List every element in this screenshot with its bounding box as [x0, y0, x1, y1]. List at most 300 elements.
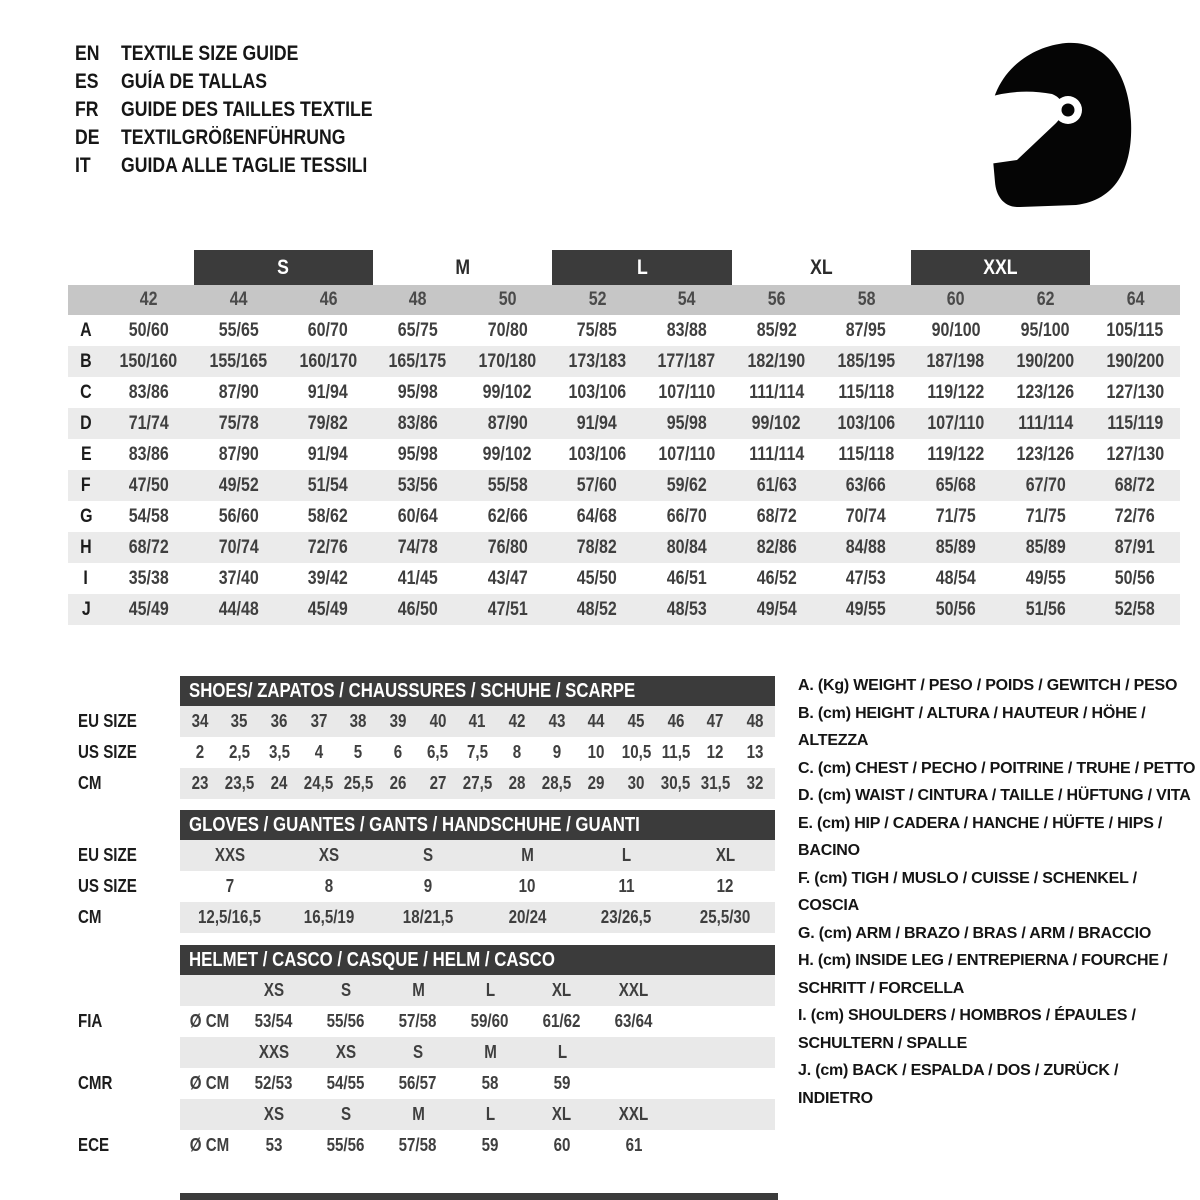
size-group-S: [194, 250, 373, 285]
helmet-size-label: [382, 975, 454, 1006]
size-value: [497, 768, 537, 799]
language-code-text: FR: [75, 98, 99, 121]
size-value: [497, 737, 537, 768]
textile-row-D: [68, 408, 1180, 439]
standard-label: [68, 1006, 180, 1037]
size-value-text: 67/70: [1025, 474, 1066, 496]
row-label: [68, 594, 104, 625]
size-value: [259, 768, 299, 799]
size-value-text: 34: [191, 711, 209, 731]
size-value: [911, 346, 1001, 377]
legend-item: I. (cm) SHOULDERS / HOMBROS / ÉPAULES / SCHULTERN / SPALLE: [798, 1007, 1136, 1052]
helmet-size-value-text: 53/54: [255, 1011, 293, 1031]
standard-label: [68, 1130, 180, 1161]
size-value: [821, 346, 911, 377]
language-code: [75, 154, 121, 178]
size-value-text: 3,5: [268, 742, 290, 762]
size-value-text: 40: [429, 711, 447, 731]
row-label: [68, 501, 104, 532]
row-label: [68, 871, 180, 902]
size-value: [911, 377, 1001, 408]
size-value: [1001, 532, 1091, 563]
helmet-size-label: [526, 1099, 598, 1130]
numeric-size-text: 62: [1036, 289, 1055, 310]
size-group-XXL-text: XXL: [983, 255, 1018, 279]
shoes-size-table: [68, 676, 775, 799]
band-spacer: [68, 285, 104, 315]
textile-row-A: [68, 315, 1180, 346]
size-value-text: 165/175: [388, 350, 447, 372]
size-value: [552, 439, 642, 470]
size-value: [1090, 439, 1180, 470]
size-value-text: 123/126: [1016, 443, 1075, 465]
shoes-row: [68, 706, 775, 737]
size-value: [458, 737, 498, 768]
size-value-text: 70/80: [487, 319, 528, 341]
helmet-size-value-text: 55/56: [327, 1135, 365, 1155]
size-value-text: XS: [318, 845, 339, 865]
size-value: [283, 501, 373, 532]
size-group-L-text: L: [636, 255, 648, 279]
title-line: [75, 40, 420, 68]
size-value-text: 44: [588, 711, 605, 731]
size-value: [911, 408, 1001, 439]
row-label-text: EU SIZE: [78, 845, 137, 865]
size-value: [180, 706, 220, 737]
size-value: [283, 377, 373, 408]
size-value: [537, 768, 577, 799]
helmet-size-label: [382, 1099, 454, 1130]
size-value-text: 26: [389, 773, 407, 793]
unit-label-text: Ø CM: [189, 1011, 229, 1031]
size-value: [373, 377, 463, 408]
numeric-size-text: 58: [857, 289, 876, 310]
row-label: [68, 408, 104, 439]
size-value-text: 44/48: [218, 598, 259, 620]
row-label-text: US SIZE: [78, 742, 137, 762]
size-value: [642, 377, 732, 408]
size-value-text: 71/75: [1025, 505, 1066, 527]
unit-label-text: Ø CM: [189, 1135, 229, 1155]
size-value: [373, 501, 463, 532]
size-value: [180, 871, 279, 902]
size-value-text: 16,5/19: [303, 907, 354, 927]
size-value-text: 11: [618, 876, 635, 896]
size-value: [537, 737, 577, 768]
row-label: [68, 768, 180, 799]
size-value: [732, 594, 822, 625]
size-value-text: 111/114: [748, 443, 805, 465]
title-line: [75, 96, 420, 124]
size-value-text: 68/72: [128, 536, 169, 558]
size-value-text: 61/63: [756, 474, 797, 496]
helmet-size-label-text: S: [340, 980, 352, 1000]
size-value-text: 31,5: [700, 773, 731, 793]
size-value: [220, 706, 260, 737]
helmet-size-label-text: XL: [552, 1104, 572, 1124]
size-value: [821, 532, 911, 563]
size-value-text: 84/88: [846, 536, 887, 558]
empty-cell: [180, 1037, 238, 1068]
helmet-size-label-text: L: [485, 980, 495, 1000]
numeric-size: [642, 285, 732, 315]
size-value-text: 107/110: [658, 443, 716, 465]
helmet-size-label-text: M: [411, 980, 425, 1000]
size-value-text: 30,5: [661, 773, 691, 793]
size-value: [418, 706, 458, 737]
size-value-text: 49/55: [1025, 567, 1066, 589]
helmet-size-label: [382, 1037, 454, 1068]
size-value: [616, 768, 656, 799]
helmet-size-value: [526, 1130, 598, 1161]
helmet-size-value: [382, 1006, 454, 1037]
language-code-text: IT: [75, 154, 91, 177]
helmet-size-label: [310, 1099, 382, 1130]
helmet-size-value-text: 59: [553, 1073, 571, 1093]
size-value: [911, 470, 1001, 501]
size-value-text: 36: [270, 711, 288, 731]
language-title-block: [75, 40, 420, 180]
size-value: [821, 439, 911, 470]
helmet-size-label: [454, 975, 526, 1006]
helmet-size-label: [454, 1037, 526, 1068]
size-value-text: 28: [508, 773, 526, 793]
size-value-text: 48/54: [935, 567, 976, 589]
row-label: [68, 737, 180, 768]
size-value: [821, 408, 911, 439]
textile-row-F: [68, 470, 1180, 501]
gloves-table-header-bar: [180, 810, 775, 840]
size-group-XXL: [911, 250, 1090, 285]
size-value-text: 49/52: [218, 474, 259, 496]
size-value-text: 79/82: [308, 412, 349, 434]
size-value-text: 74/78: [397, 536, 438, 558]
helmet-sizes-row-CMR: [68, 1037, 775, 1068]
size-value: [477, 871, 576, 902]
size-value-text: 85/89: [1025, 536, 1066, 558]
size-value: [732, 315, 822, 346]
helmet-size-label-text: S: [412, 1042, 424, 1062]
size-value: [642, 501, 732, 532]
row-label-text: J: [81, 598, 91, 620]
language-code: [75, 98, 121, 122]
size-value-text: 46/51: [666, 567, 707, 589]
size-value-text: 103/106: [837, 412, 896, 434]
size-value-text: 115/118: [838, 381, 895, 403]
empty-cell: [68, 1099, 180, 1130]
size-value-text: 58/62: [308, 505, 349, 527]
size-value: [616, 737, 656, 768]
size-value-text: 90/100: [931, 319, 981, 341]
size-value: [676, 840, 775, 871]
size-value-text: 190/200: [1016, 350, 1075, 372]
size-value: [339, 737, 379, 768]
size-value-text: 95/98: [397, 381, 438, 403]
size-value: [1001, 439, 1091, 470]
helmet-size-label: [454, 1099, 526, 1130]
helmet-size-value-text: 58: [481, 1073, 499, 1093]
helmet-size-label: [598, 1099, 670, 1130]
size-value-text: 24: [270, 773, 288, 793]
size-value: [1001, 315, 1091, 346]
size-value-text: 51/56: [1025, 598, 1066, 620]
size-value: [373, 470, 463, 501]
size-value-text: 111/114: [748, 381, 805, 403]
helmet-size-value: [238, 1130, 310, 1161]
gloves-table-rows: [68, 840, 775, 933]
size-value-text: 11,5: [661, 742, 691, 762]
helmet-size-value: [382, 1068, 454, 1099]
textile-row-E: [68, 439, 1180, 470]
shoes-table-title: SHOES/ ZAPATOS / CHAUSSURES / SCHUHE / SCARPE: [189, 679, 636, 702]
measurement-legend: [798, 672, 1196, 1112]
helmet-size-value: [382, 1130, 454, 1161]
size-value-text: 30: [627, 773, 645, 793]
helmet-size-value: [526, 1068, 598, 1099]
size-value: [463, 594, 553, 625]
size-value: [552, 315, 642, 346]
shoes-row: [68, 768, 775, 799]
size-group-M-text: M: [455, 255, 471, 279]
helmet-sizes-row-ECE: [68, 1099, 775, 1130]
size-value-text: 68/72: [1115, 474, 1156, 496]
size-value: [676, 871, 775, 902]
size-value-text: 43: [548, 711, 566, 731]
helmet-size-value-text: 52/53: [255, 1073, 293, 1093]
numeric-size: [373, 285, 463, 315]
helmet-size-value: [454, 1130, 526, 1161]
size-value: [732, 346, 822, 377]
size-value-text: 64/68: [577, 505, 618, 527]
size-value-text: 123/126: [1016, 381, 1075, 403]
size-value: [696, 706, 736, 737]
size-value-text: 75/78: [218, 412, 259, 434]
size-value: [642, 439, 732, 470]
size-value: [378, 871, 477, 902]
language-code: [75, 42, 121, 66]
size-value-text: 71/74: [128, 412, 169, 434]
size-value-text: 182/190: [747, 350, 806, 372]
size-value-text: 111/114: [1017, 412, 1074, 434]
row-label-text: US SIZE: [78, 876, 137, 896]
size-value: [283, 532, 373, 563]
size-value-text: 37: [310, 711, 328, 731]
size-value: [373, 563, 463, 594]
size-value-text: 87/91: [1115, 536, 1156, 558]
numeric-size: [463, 285, 553, 315]
size-value: [279, 871, 378, 902]
numeric-size-text: 46: [319, 289, 338, 310]
size-value-text: 37/40: [218, 567, 259, 589]
row-label: [68, 315, 104, 346]
size-value-text: 107/110: [927, 412, 985, 434]
size-value: [577, 871, 676, 902]
helmet-sizes-row-FIA: [68, 975, 775, 1006]
helmet-size-value: [526, 1006, 598, 1037]
size-value: [373, 408, 463, 439]
size-value: [283, 470, 373, 501]
unit-label: [180, 1006, 238, 1037]
size-value: [194, 439, 284, 470]
size-value: [552, 408, 642, 439]
unit-label: [180, 1130, 238, 1161]
size-value-text: 60/64: [397, 505, 438, 527]
size-value-text: 127/130: [1106, 443, 1165, 465]
guide-title: [121, 98, 420, 122]
size-value: [656, 768, 696, 799]
helmet-size-value: [310, 1006, 382, 1037]
size-value-text: 27: [429, 773, 447, 793]
size-value-text: 29: [588, 773, 605, 793]
shoes-table-rows: [68, 706, 775, 799]
numeric-size: [911, 285, 1001, 315]
row-label-text: C: [80, 381, 92, 403]
size-value-text: 76/80: [487, 536, 528, 558]
size-value-text: 47/50: [128, 474, 169, 496]
size-value-text: 39: [389, 711, 407, 731]
helmet-size-label-text: XXL: [619, 1104, 649, 1124]
size-value-text: 68/72: [756, 505, 797, 527]
size-value-text: 32: [746, 773, 764, 793]
standard-label-text: FIA: [78, 1011, 103, 1031]
size-value-text: 170/180: [478, 350, 537, 372]
size-value: [1001, 377, 1091, 408]
size-value: [911, 315, 1001, 346]
size-value-text: 9: [423, 876, 433, 896]
helmet-size-value-text: 59/60: [471, 1011, 509, 1031]
row-label-text: CM: [78, 773, 102, 793]
helmet-size-label: [598, 975, 670, 1006]
size-value-text: 65/68: [935, 474, 976, 496]
helmet-size-label-text: M: [411, 1104, 425, 1124]
size-value: [180, 840, 279, 871]
standard-label: [68, 1068, 180, 1099]
size-value: [732, 377, 822, 408]
size-value: [735, 737, 775, 768]
size-value: [732, 470, 822, 501]
size-value: [373, 594, 463, 625]
size-value: [732, 563, 822, 594]
size-value-text: 47/53: [846, 567, 887, 589]
size-value-text: 50/56: [935, 598, 976, 620]
size-value: [552, 594, 642, 625]
size-value: [373, 439, 463, 470]
size-value-text: 72/76: [1115, 505, 1156, 527]
textile-row-H: [68, 532, 1180, 563]
size-value-text: 8: [512, 742, 522, 762]
size-value: [911, 439, 1001, 470]
size-value-text: 95/100: [1021, 319, 1070, 341]
numeric-size: [552, 285, 642, 315]
size-value: [821, 501, 911, 532]
size-value-text: 75/85: [577, 319, 618, 341]
size-value-text: 190/200: [1106, 350, 1165, 372]
size-value: [418, 768, 458, 799]
size-value: [477, 840, 576, 871]
size-value-text: 2: [195, 742, 205, 762]
size-value: [732, 408, 822, 439]
size-value-text: 10: [588, 742, 605, 762]
numeric-size: [732, 285, 822, 315]
size-value-text: 187/198: [926, 350, 985, 372]
gloves-table-title: GLOVES / GUANTES / GANTS / HANDSCHUHE / GUANTI: [189, 813, 640, 836]
size-value: [735, 768, 775, 799]
size-value: [1001, 594, 1091, 625]
helmet-size-label-text: XS: [263, 980, 285, 1000]
numeric-size-band-row: [68, 285, 1180, 315]
size-value-text: 50/56: [1115, 567, 1156, 589]
size-value: [463, 408, 553, 439]
size-value-text: 23,5: [224, 773, 255, 793]
numeric-size: [194, 285, 284, 315]
size-value-text: 119/122: [927, 381, 985, 403]
size-value: [283, 315, 373, 346]
guide-title-text: GUIDA ALLE TAGLIE TESSILI: [121, 154, 368, 177]
size-group-L: [552, 250, 731, 285]
size-value-text: 20/24: [508, 907, 546, 927]
helmet-size-value-text: 57/58: [399, 1011, 437, 1031]
size-value: [577, 768, 617, 799]
size-value-text: 127/130: [1106, 381, 1165, 403]
size-value: [577, 840, 676, 871]
size-value-text: 99/102: [483, 443, 532, 465]
size-value: [463, 315, 553, 346]
size-value: [642, 470, 732, 501]
size-value-text: 107/110: [658, 381, 716, 403]
size-value-text: 48: [746, 711, 764, 731]
size-value: [642, 563, 732, 594]
size-value: [418, 737, 458, 768]
size-value-text: 48/52: [577, 598, 618, 620]
size-value-text: 46/50: [397, 598, 438, 620]
row-label: [68, 470, 104, 501]
helmet-size-value: [238, 1006, 310, 1037]
size-value: [180, 737, 220, 768]
size-value: [339, 706, 379, 737]
size-value-text: 55/58: [487, 474, 528, 496]
size-value-text: 71/75: [935, 505, 976, 527]
guide-title: [121, 126, 388, 150]
size-value-text: 10,5: [621, 742, 651, 762]
textile-row-J: [68, 594, 1180, 625]
size-value-text: 25,5: [343, 773, 374, 793]
size-value: [180, 902, 279, 933]
size-value-text: 177/187: [657, 350, 716, 372]
size-value-text: 91/94: [308, 381, 349, 403]
numeric-size: [1001, 285, 1091, 315]
size-value-text: 115/118: [838, 443, 895, 465]
size-value: [732, 439, 822, 470]
size-value: [616, 706, 656, 737]
size-value: [279, 902, 378, 933]
size-value: [911, 563, 1001, 594]
size-value: [821, 594, 911, 625]
helmet-size-value: [238, 1068, 310, 1099]
size-value-text: 91/94: [577, 412, 618, 434]
size-value: [194, 532, 284, 563]
size-value: [463, 532, 553, 563]
size-value-text: 62/66: [487, 505, 528, 527]
size-value: [1090, 470, 1180, 501]
textile-table-body: [68, 315, 1180, 625]
size-value-text: 41/45: [397, 567, 438, 589]
size-value-text: 91/94: [308, 443, 349, 465]
size-value: [259, 706, 299, 737]
unit-label-text: Ø CM: [189, 1073, 229, 1093]
size-value: [378, 768, 418, 799]
helmet-size-value-text: 54/55: [327, 1073, 365, 1093]
size-value-text: 119/122: [927, 443, 985, 465]
